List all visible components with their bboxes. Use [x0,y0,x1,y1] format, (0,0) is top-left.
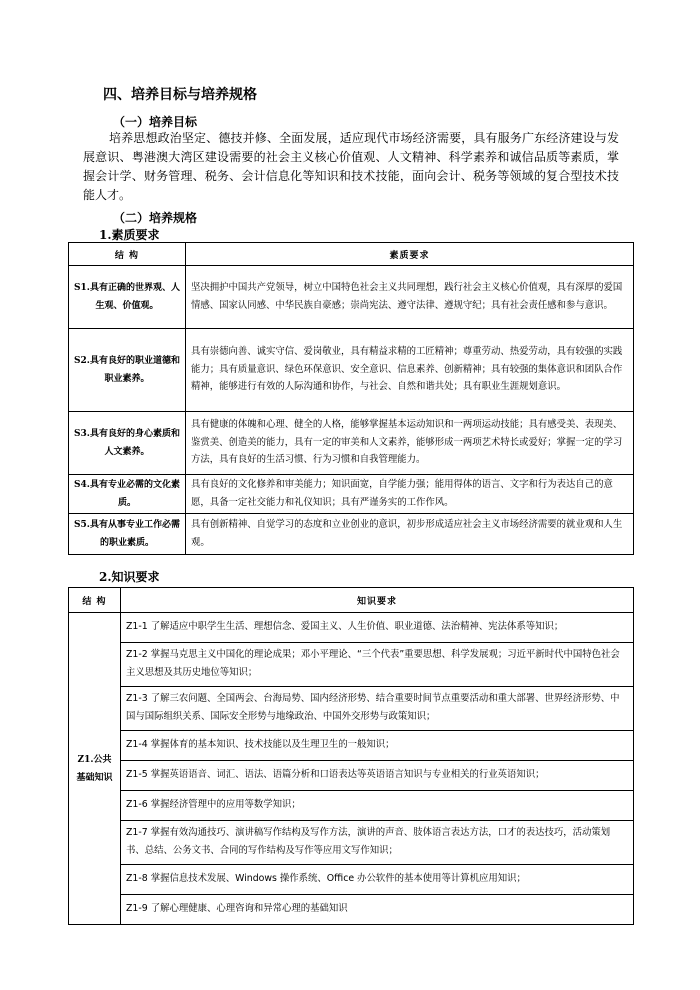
row-text: 具有健康的体魄和心理、健全的人格，能够掌握基本运动知识和一两项运动技能；具有感受美、表现美、鉴赏美、创造美的能力，具有一定的审美和人文素养，能够形成一两项艺术特长或爱好；掌握一定的学习方法，具有良好的生活习惯、行为习惯和自我管理能力。 [186,412,634,475]
row-text: Z1-4 掌握体育的基本知识、技术技能以及生理卫生的一般知识； [121,731,634,761]
objective-paragraph: 培养思想政治坚定、德技并修、全面发展，适应现代市场经济需要，具有服务广东经济建设与发展意识、粤港澳大湾区建设需要的社会主义核心价值观、人文精神、科学素养和诚信品质等素质，掌握会计学、财务管理、税务、会计信息化等知识和技术技能，面向会计、税务等领域的复合型技术技能人才。 [83,131,619,202]
spec-heading: （二）培养规格 [113,211,198,225]
header-requirement: 知识要求 [121,588,634,613]
row-text: Z1-9 了解心理健康、心理咨询和异常心理的基础知识 [121,895,634,925]
group-label: Z1.公共基础知识 [69,613,121,925]
row-text: Z1-7 掌握有效沟通技巧、演讲稿写作结构及写作方法，演讲的声音、肢体语言表达方法，口才的表达技巧，活动策划书、总结、公务文书、合同的写作结构及写作等应用文写作知识； [121,821,634,865]
row-label: S3.具有良好的身心素质和人文素养。 [69,412,186,475]
table-row [69,266,634,329]
table-row [69,791,634,821]
table-row [69,475,634,514]
row-label: S5.具有从事专业工作必需的职业素质。 [69,514,186,555]
table-row [69,687,634,731]
row-label: S4.具有专业必需的文化素质。 [69,475,186,514]
table-row [69,643,634,687]
knowledge-table [68,587,634,925]
table-row [69,761,634,791]
row-text: 具有崇德向善、诚实守信、爱岗敬业，具有精益求精的工匠精神；尊重劳动、热爱劳动，具有较强的实践能力；具有质量意识、绿色环保意识、安全意识、信息素养、创新精神；具有较强的集体意识和团队合作精神，能够进行有效的人际沟通和协作，与社会、自然和谐共处；具有职业生涯规划意识。 [186,329,634,412]
section-heading: 四、培养目标与培养规格 [103,87,257,103]
objective-heading: （一）培养目标 [113,115,198,129]
table-header-row [69,243,634,266]
table-header-row [69,588,634,613]
table-row [69,329,634,412]
table-row [69,613,634,643]
header-structure: 结 构 [69,243,186,266]
row-text: Z1-1 了解适应中职学生生活、理想信念、爱国主义、人生价值、职业道德、法治精神、宪法体系等知识； [121,613,634,643]
header-structure: 结 构 [69,588,121,613]
header-requirement: 素质要求 [186,243,634,266]
row-text: Z1-5 掌握英语语音、词汇、语法、语篇分析和口语表达等英语语言知识与专业相关的行业英语知识； [121,761,634,791]
quality-heading: 1.素质要求 [99,228,160,242]
table-row [69,514,634,555]
row-text: Z1-2 掌握马克思主义中国化的理论成果；邓小平理论、“三个代表”重要思想、科学发展观；习近平新时代中国特色社会主义思想及其历史地位等知识； [121,643,634,687]
row-text: Z1-6 掌握经济管理中的应用等数学知识； [121,791,634,821]
row-label: S1.具有正确的世界观、人生观、价值观。 [69,266,186,329]
table-row [69,821,634,865]
row-text: Z1-3 了解三农问题、全国两会、台海局势、国内经济形势、结合重要时间节点重要活动和重大部署、世界经济形势、中国与国际组织关系、国际安全形势与地缘政治、中国外交形势与政策知识； [121,687,634,731]
row-text: 具有创新精神、自觉学习的态度和立业创业的意识，初步形成适应社会主义市场经济需要的就业观和人生观。 [186,514,634,555]
quality-table [68,242,634,555]
table-row [69,412,634,475]
row-text: Z1-8 掌握信息技术发展、Windows 操作系统、Office 办公软件的基本使用等计算机应用知识； [121,865,634,895]
row-text: 坚决拥护中国共产党领导，树立中国特色社会主义共同理想，践行社会主义核心价值观，具有深厚的爱国情感、国家认同感、中华民族自豪感；崇尚宪法、遵守法律、遵规守纪；具有社会责任感和参与意识。 [186,266,634,329]
table-row [69,895,634,925]
table-row [69,731,634,761]
knowledge-heading: 2.知识要求 [99,570,160,584]
table-row [69,865,634,895]
row-label: S2.具有良好的职业道德和职业素养。 [69,329,186,412]
row-text: 具有良好的文化修养和审美能力；知识面宽，自学能力强；能用得体的语言、文字和行为表达自己的意愿，具备一定社交能力和礼仪知识；具有严谨务实的工作作风。 [186,475,634,514]
